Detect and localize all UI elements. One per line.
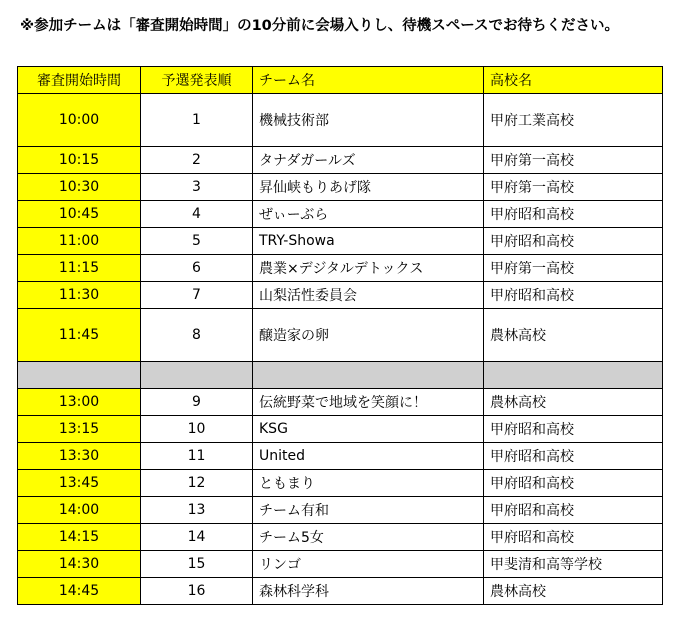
- school-cell: 甲斐清和高等学校: [484, 551, 663, 578]
- order-cell: 7: [141, 282, 253, 309]
- break-cell: [141, 362, 253, 389]
- order-cell: 3: [141, 174, 253, 201]
- school-cell: 農林高校: [484, 309, 663, 362]
- order-cell: 5: [141, 228, 253, 255]
- break-cell: [18, 362, 141, 389]
- team-cell: 伝統野菜で地域を笑顔に！: [253, 389, 484, 416]
- table-row: [18, 255, 663, 282]
- notice-text: ※参加チームは「審査開始時間」の10分前に会場入りし、待機スペースでお待ちください。: [20, 18, 620, 34]
- schedule-table: [17, 66, 663, 605]
- team-cell: ぜぃーぶら: [253, 201, 484, 228]
- time-cell: 11:30: [18, 282, 141, 309]
- table-row: [18, 416, 663, 443]
- school-cell: 甲府第一高校: [484, 147, 663, 174]
- team-cell: United: [253, 443, 484, 470]
- school-cell: 甲府昭和高校: [484, 416, 663, 443]
- school-cell: 甲府昭和高校: [484, 282, 663, 309]
- time-cell: 13:15: [18, 416, 141, 443]
- table-row: [18, 497, 663, 524]
- table-row: [18, 551, 663, 578]
- school-cell: 甲府昭和高校: [484, 524, 663, 551]
- team-cell: 森林科学科: [253, 578, 484, 605]
- time-cell: 14:45: [18, 578, 141, 605]
- time-cell: 10:30: [18, 174, 141, 201]
- team-cell: TRY-Showa: [253, 228, 484, 255]
- break-cell: [253, 362, 484, 389]
- table-row: [18, 578, 663, 605]
- team-cell: ともまり: [253, 470, 484, 497]
- break-cell: [484, 362, 663, 389]
- order-cell: 2: [141, 147, 253, 174]
- time-cell: 10:00: [18, 94, 141, 147]
- order-cell: 14: [141, 524, 253, 551]
- table-row: [18, 94, 663, 147]
- order-cell: 16: [141, 578, 253, 605]
- team-cell: 山梨活性委員会: [253, 282, 484, 309]
- table-row: [18, 309, 663, 362]
- lunch-break-row: [18, 362, 663, 389]
- school-cell: 甲府昭和高校: [484, 228, 663, 255]
- table-row: [18, 443, 663, 470]
- order-cell: 6: [141, 255, 253, 282]
- table-row: [18, 228, 663, 255]
- order-cell: 10: [141, 416, 253, 443]
- order-cell: 15: [141, 551, 253, 578]
- table-row: [18, 524, 663, 551]
- order-cell: 13: [141, 497, 253, 524]
- team-cell: チーム5女: [253, 524, 484, 551]
- team-cell: チーム有和: [253, 497, 484, 524]
- time-cell: 14:00: [18, 497, 141, 524]
- order-cell: 8: [141, 309, 253, 362]
- time-cell: 13:45: [18, 470, 141, 497]
- time-cell: 14:15: [18, 524, 141, 551]
- time-cell: 10:45: [18, 201, 141, 228]
- time-cell: 13:00: [18, 389, 141, 416]
- team-cell: 機械技術部: [253, 94, 484, 147]
- team-cell: リンゴ: [253, 551, 484, 578]
- team-cell: 昇仙峡もりあげ隊: [253, 174, 484, 201]
- school-cell: 甲府工業高校: [484, 94, 663, 147]
- table-row: [18, 201, 663, 228]
- header-school: 高校名: [484, 67, 663, 94]
- time-cell: 10:15: [18, 147, 141, 174]
- table-row: [18, 470, 663, 497]
- time-cell: 11:00: [18, 228, 141, 255]
- team-cell: 農業×デジタルデトックス: [253, 255, 484, 282]
- time-cell: 13:30: [18, 443, 141, 470]
- order-cell: 12: [141, 470, 253, 497]
- order-cell: 9: [141, 389, 253, 416]
- header-order: 予選発表順: [141, 67, 253, 94]
- school-cell: 農林高校: [484, 578, 663, 605]
- table-row: [18, 389, 663, 416]
- team-cell: タナダガールズ: [253, 147, 484, 174]
- school-cell: 甲府昭和高校: [484, 201, 663, 228]
- team-cell: 醸造家の卵: [253, 309, 484, 362]
- school-cell: 甲府昭和高校: [484, 470, 663, 497]
- table-row: [18, 174, 663, 201]
- team-cell: KSG: [253, 416, 484, 443]
- table-row: [18, 147, 663, 174]
- school-cell: 甲府昭和高校: [484, 443, 663, 470]
- time-cell: 11:15: [18, 255, 141, 282]
- order-cell: 11: [141, 443, 253, 470]
- school-cell: 甲府第一高校: [484, 174, 663, 201]
- header-time: 審査開始時間: [18, 67, 141, 94]
- header-team: チーム名: [253, 67, 484, 94]
- order-cell: 1: [141, 94, 253, 147]
- school-cell: 甲府第一高校: [484, 255, 663, 282]
- table-header-row: [18, 67, 663, 94]
- school-cell: 農林高校: [484, 389, 663, 416]
- table-row: [18, 282, 663, 309]
- time-cell: 11:45: [18, 309, 141, 362]
- order-cell: 4: [141, 201, 253, 228]
- time-cell: 14:30: [18, 551, 141, 578]
- school-cell: 甲府昭和高校: [484, 497, 663, 524]
